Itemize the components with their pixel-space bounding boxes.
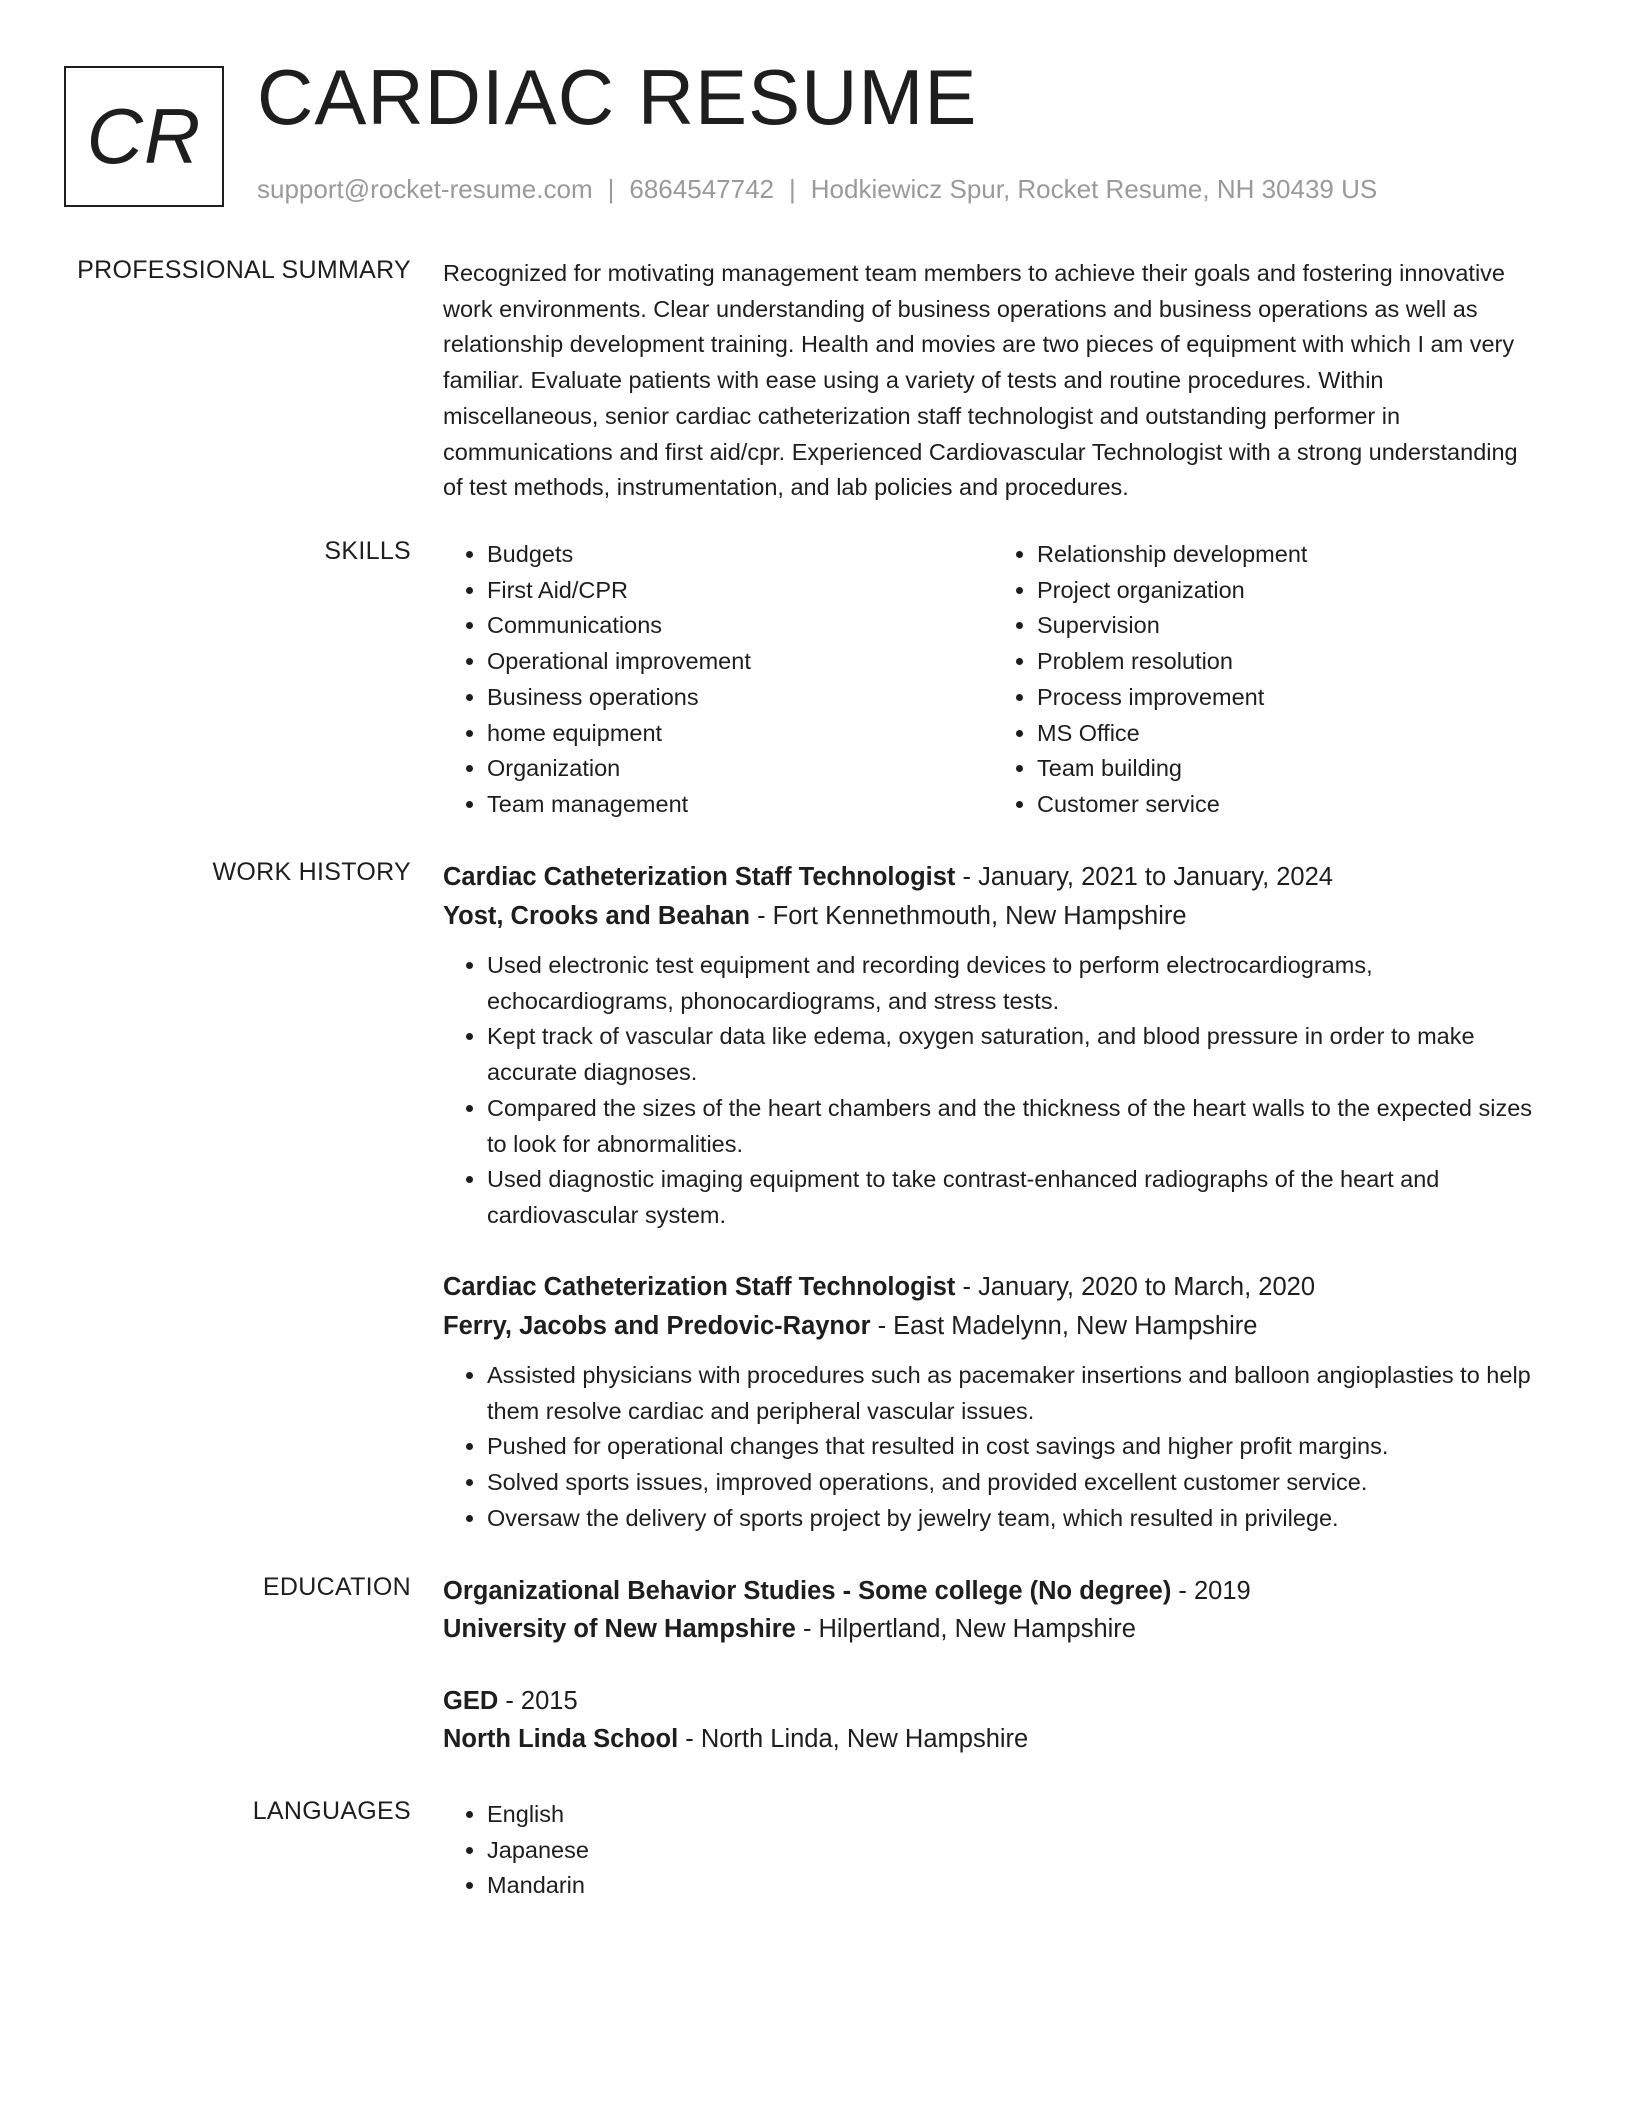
- job-location: - East Madelynn, New Hampshire: [870, 1312, 1258, 1340]
- education-entry: [443, 1683, 1543, 1758]
- skill-item: • Relationship development: [1037, 537, 1543, 573]
- job-company: Ferry, Jacobs and Predovic-Raynor: [443, 1312, 871, 1340]
- monogram-logo: CR: [64, 66, 224, 207]
- education-entry: [443, 1573, 1543, 1648]
- education-degree-line: [443, 1683, 1543, 1721]
- job-entry: [443, 858, 1543, 1234]
- skill-item: • Budgets: [487, 537, 993, 573]
- contact-line: [257, 174, 1377, 205]
- skill-item: • MS Office: [1037, 716, 1543, 752]
- skills-column-right: [993, 537, 1543, 823]
- job-bullet: • Used diagnostic imaging equipment to take contrast-enhanced radiographs of the heart and cardiovascular system.: [487, 1162, 1543, 1233]
- job-company: Yost, Crooks and Beahan: [443, 902, 751, 930]
- job-bullet-list: [443, 1358, 1543, 1537]
- language-item: • English: [487, 1797, 1543, 1833]
- language-item: • Mandarin: [487, 1868, 1543, 1904]
- skill-item: • Organization: [487, 751, 993, 787]
- job-title-line: [443, 1268, 1543, 1307]
- skill-item: • First Aid/CPR: [487, 573, 993, 609]
- skill-item: • home equipment: [487, 716, 993, 752]
- job-title: Cardiac Catheterization Staff Technologist: [443, 1273, 956, 1301]
- contact-separator: |: [607, 174, 615, 204]
- education-year: - 2015: [498, 1687, 578, 1715]
- skill-item: • Business operations: [487, 680, 993, 716]
- job-company-line: [443, 1307, 1543, 1346]
- education-degree-line: [443, 1573, 1543, 1611]
- skill-item: • Problem resolution: [1037, 644, 1543, 680]
- contact-phone: 6864547742: [629, 174, 774, 204]
- skill-item: • Customer service: [1037, 787, 1543, 823]
- job-bullet: • Used electronic test equipment and recording devices to perform electrocardiograms, echocardiograms, phonocardiograms, and stress tests.: [487, 948, 1543, 1019]
- job-company-line: [443, 897, 1543, 936]
- skills-grid: [443, 537, 1543, 823]
- education-degree: GED: [443, 1687, 499, 1715]
- skill-item: • Supervision: [1037, 608, 1543, 644]
- education-school-line: [443, 1611, 1543, 1649]
- job-bullet-list: [443, 948, 1543, 1234]
- job-title: Cardiac Catheterization Staff Technologist: [443, 863, 956, 891]
- job-dates: - January, 2021 to January, 2024: [955, 863, 1333, 891]
- job-bullet: • Kept track of vascular data like edema, oxygen saturation, and blood pressure in order to make accurate diagnoses.: [487, 1019, 1543, 1090]
- summary-text: Recognized for motivating management team members to achieve their goals and fostering innovative work environments. Clear understanding of business operations and business operations as well as relationship development training. Health and movies are two pieces of equipment with which I am very familiar. Evaluate patients with ease using a variety of tests and routine procedures. Within miscellaneous, senior cardiac catheterization staff technologist and outstanding performer in communications and first aid/cpr. Experienced Cardiovascular Technologist with a strong understanding of test methods, instrumentation, and lab policies and procedures.: [443, 260, 1518, 501]
- education-year: - 2019: [1171, 1577, 1251, 1605]
- section-label-skills: SKILLS: [324, 537, 411, 565]
- education-location: - Hilpertland, New Hampshire: [795, 1614, 1136, 1643]
- skills-column-left: [443, 537, 993, 823]
- section-label-summary: PROFESSIONAL SUMMARY: [77, 256, 411, 284]
- skill-item: • Team building: [1037, 751, 1543, 787]
- education-location: - North Linda, New Hampshire: [678, 1724, 1029, 1753]
- skill-item: • Project organization: [1037, 573, 1543, 609]
- skill-item: • Operational improvement: [487, 644, 993, 680]
- languages-list-wrap: [443, 1797, 1543, 1904]
- section-label-work: WORK HISTORY: [212, 858, 411, 886]
- job-title-line: [443, 858, 1543, 897]
- skill-item: • Communications: [487, 608, 993, 644]
- languages-list: [443, 1797, 1543, 1904]
- job-bullet: • Solved sports issues, improved operations, and provided excellent customer service.: [487, 1465, 1543, 1501]
- contact-email: support@rocket-resume.com: [257, 174, 593, 204]
- section-label-languages: LANGUAGES: [252, 1797, 411, 1825]
- job-bullet: • Oversaw the delivery of sports project by jewelry team, which resulted in privilege.: [487, 1501, 1543, 1537]
- section-label-education: EDUCATION: [262, 1573, 411, 1601]
- education-school: North Linda School: [443, 1724, 679, 1753]
- contact-address: Hodkiewicz Spur, Rocket Resume, NH 30439 US: [810, 174, 1378, 204]
- language-item: • Japanese: [487, 1833, 1543, 1869]
- skill-item: • Process improvement: [1037, 680, 1543, 716]
- job-dates: - January, 2020 to March, 2020: [955, 1273, 1316, 1301]
- job-location: - Fort Kennethmouth, New Hampshire: [750, 902, 1187, 930]
- resume-title: CARDIAC RESUME: [257, 53, 978, 141]
- job-bullet: • Assisted physicians with procedures such as pacemaker insertions and balloon angioplasties to help them resolve cardiac and peripheral vascular issues.: [487, 1358, 1543, 1429]
- education-degree: Organizational Behavior Studies - Some college (No degree): [443, 1577, 1172, 1605]
- job-entry: [443, 1268, 1543, 1537]
- job-bullet: • Compared the sizes of the heart chambers and the thickness of the heart walls to the expected sizes to look for abnormalities.: [487, 1091, 1543, 1162]
- contact-separator: |: [789, 174, 796, 204]
- skill-item: • Team management: [487, 787, 993, 823]
- job-bullet: • Pushed for operational changes that resulted in cost savings and higher profit margins.: [487, 1429, 1543, 1465]
- education-school: University of New Hampshire: [443, 1614, 796, 1643]
- education-school-line: [443, 1721, 1543, 1759]
